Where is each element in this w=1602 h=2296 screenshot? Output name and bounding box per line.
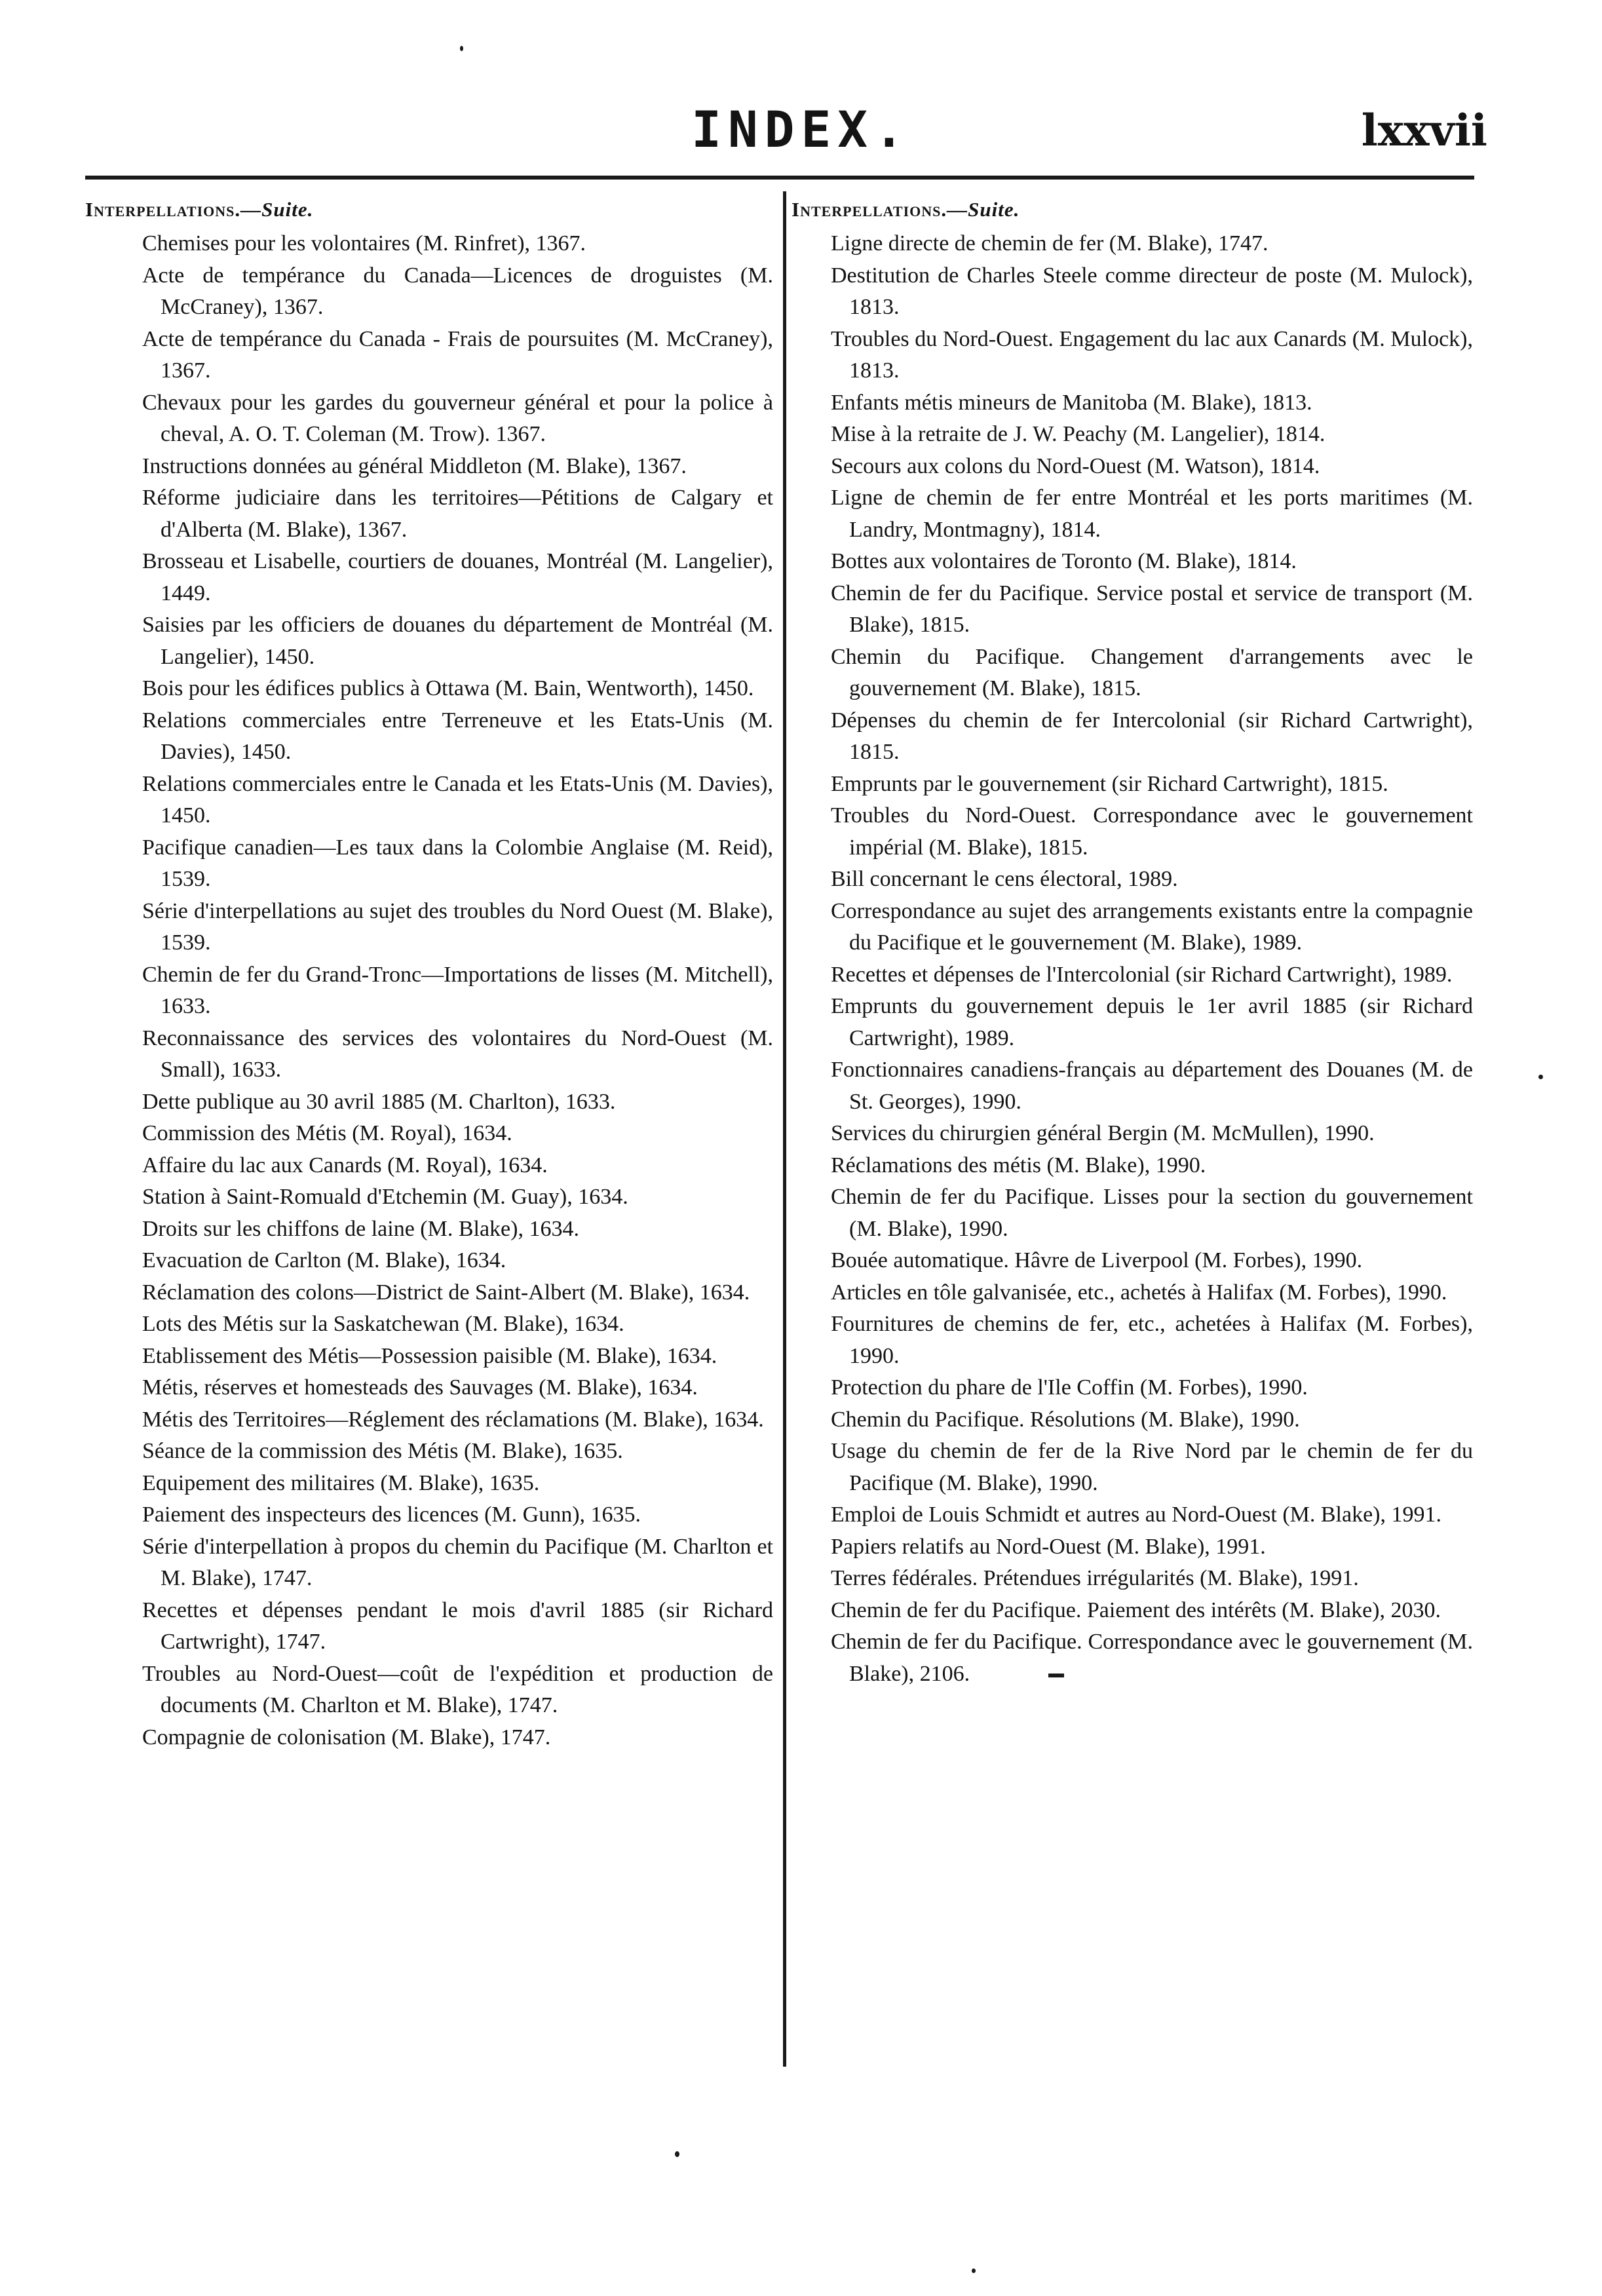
index-entry: Chemin de fer du Pacifique. Lisses pour la section du gouvernement (M. Blake), 1990. [831, 1185, 1473, 1241]
index-entry: Chevaux pour les gardes du gouverneur général et pour la police à cheval, A. O. T. Coleman (M. Trow). 1367. [142, 390, 773, 446]
index-entry: Services du chirurgien général Bergin (M. McMullen), 1990. [831, 1121, 1375, 1145]
index-entry: Série d'interpellations au sujet des troubles du Nord Ouest (M. Blake), 1539. [142, 898, 773, 955]
index-entry: Relations commerciales entre Terreneuve et les Etats-Unis (M. Davies), 1450. [142, 708, 773, 764]
index-entry: Recettes et dépenses pendant le mois d'avril 1885 (sir Richard Cartwright), 1747. [142, 1598, 773, 1654]
index-entry: Protection du phare de l'Ile Coffin (M. Forbes), 1990. [831, 1375, 1308, 1400]
index-entry: Bouée automatique. Hâvre de Liverpool (M. Forbes), 1990. [831, 1248, 1363, 1272]
index-entry: Bill concernant le cens électoral, 1989. [831, 867, 1178, 891]
left-entry-list [85, 228, 773, 1753]
page-number: lxxvii [1361, 105, 1487, 156]
index-entry: Paiement des inspecteurs des licences (M. Gunn), 1635. [142, 1502, 641, 1527]
index-entry: Emprunts du gouvernement depuis le 1er avril 1885 (sir Richard Cartwright), 1989. [831, 994, 1473, 1050]
ink-speck [675, 2151, 679, 2157]
index-entry: Evacuation de Carlton (M. Blake), 1634. [142, 1248, 506, 1272]
index-entry: Usage du chemin de fer de la Rive Nord par le chemin de fer du Pacifique (M. Blake), 1990. [831, 1439, 1473, 1495]
index-entry: Ligne de chemin de fer entre Montréal et les ports maritimes (M. Landry, Montmagny), 1814. [831, 486, 1473, 542]
index-entry: Chemin de fer du Grand-Tronc—Importations de lisses (M. Mitchell), 1633. [142, 962, 773, 1018]
index-entry: Etablissement des Métis—Possession paisible (M. Blake), 1634. [142, 1343, 717, 1368]
index-entry: Réclamation des colons—District de Saint-Albert (M. Blake), 1634. [142, 1280, 750, 1305]
index-entry: Articles en tôle galvanisée, etc., achetés à Halifax (M. Forbes), 1990. [831, 1280, 1447, 1305]
index-entry: Papiers relatifs au Nord-Ouest (M. Blake), 1991. [831, 1534, 1266, 1559]
index-entry: Pacifique canadien—Les taux dans la Colombie Anglaise (M. Reid), 1539. [142, 835, 773, 891]
section-heading-suite: —Suite. [240, 198, 314, 221]
index-entry: Acte de tempérance du Canada—Licences de droguistes (M. McCraney), 1367. [142, 263, 773, 319]
index-entry: Emprunts par le gouvernement (sir Richard Cartwright), 1815. [831, 771, 1388, 796]
index-entry: Affaire du lac aux Canards (M. Royal), 1634. [142, 1153, 548, 1177]
index-entry: Bois pour les édifices publics à Ottawa (M. Bain, Wentworth), 1450. [142, 676, 754, 700]
page-header [0, 0, 1602, 177]
section-heading [85, 194, 773, 225]
index-entry: Recettes et dépenses de l'Intercolonial (sir Richard Cartwright), 1989. [831, 962, 1453, 987]
index-entry: Troubles au Nord-Ouest—coût de l'expédition et production de documents (M. Charlton et M. Blake), 1747. [142, 1661, 773, 1717]
ink-speck [460, 46, 463, 51]
index-entry: Métis des Territoires—Réglement des réclamations (M. Blake), 1634. [142, 1407, 764, 1432]
column-divider [783, 191, 786, 2067]
index-entry: Troubles du Nord-Ouest. Engagement du lac aux Canards (M. Mulock), 1813. [831, 326, 1473, 383]
index-entry: Chemin de fer du Pacifique. Correspondance avec le gouvernement (M. Blake), 2106. [831, 1630, 1473, 1686]
index-entry: Réclamations des métis (M. Blake), 1990. [831, 1153, 1206, 1177]
index-entry: Saisies par les officiers de douanes du département de Montréal (M. Langelier), 1450. [142, 613, 773, 669]
index-entry: Enfants métis mineurs de Manitoba (M. Blake), 1813. [831, 390, 1312, 415]
index-entry: Reconnaissance des services des volontaires du Nord-Ouest (M. Small), 1633. [142, 1025, 773, 1082]
index-entry: Secours aux colons du Nord-Ouest (M. Watson), 1814. [831, 453, 1320, 478]
section-heading [791, 194, 1473, 225]
index-entry: Bottes aux volontaires de Toronto (M. Blake), 1814. [831, 549, 1297, 573]
index-entry: Métis, réserves et homesteads des Sauvages (M. Blake), 1634. [142, 1375, 698, 1400]
ink-speck [1538, 1075, 1543, 1079]
index-entry: Correspondance au sujet des arrangements existants entre la compagnie du Pacifique et le gouvernement (M. Blake), 1989. [831, 898, 1473, 955]
index-entry: Chemin du Pacifique. Résolutions (M. Blake), 1990. [831, 1407, 1300, 1432]
index-entry: Station à Saint-Romuald d'Etchemin (M. Guay), 1634. [142, 1185, 628, 1209]
index-entry: Dette publique au 30 avril 1885 (M. Charlton), 1633. [142, 1089, 616, 1114]
left-column [85, 194, 773, 1753]
index-entry: Ligne directe de chemin de fer (M. Blake), 1747. [831, 231, 1268, 256]
index-entry: Fonctionnaires canadiens-français au département des Douanes (M. de St. Georges), 1990. [831, 1058, 1473, 1114]
index-entry: Réforme judiciaire dans les territoires—Pétitions de Calgary et d'Alberta (M. Blake), 1367. [142, 486, 773, 542]
index-entry: Emploi de Louis Schmidt et autres au Nord-Ouest (M. Blake), 1991. [831, 1502, 1441, 1527]
page-title: INDEX. [691, 100, 911, 159]
index-entry: Chemises pour les volontaires (M. Rinfret), 1367. [142, 231, 586, 256]
index-entry: Mise à la retraite de J. W. Peachy (M. Langelier), 1814. [831, 422, 1325, 446]
index-entry: Equipement des militaires (M. Blake), 1635. [142, 1470, 540, 1495]
index-entry: Série d'interpellation à propos du chemin du Pacifique (M. Charlton et M. Blake), 1747. [142, 1534, 773, 1590]
index-entry: Destitution de Charles Steele comme directeur de poste (M. Mulock), 1813. [831, 263, 1473, 319]
section-heading-suite: —Suite. [947, 198, 1020, 221]
index-entry: Terres fédérales. Prétendues irrégularités (M. Blake), 1991. [831, 1566, 1359, 1590]
index-entry: Acte de tempérance du Canada - Frais de poursuites (M. McCraney), 1367. [142, 326, 773, 383]
index-entry: Chemin de fer du Pacifique. Service postal et service de transport (M. Blake), 1815. [831, 581, 1473, 637]
index-entry: Relations commerciales entre le Canada et les Etats-Unis (M. Davies), 1450. [142, 771, 773, 828]
index-entry: Chemin de fer du Pacifique. Paiement des intérêts (M. Blake), 2030. [831, 1598, 1441, 1622]
index-entry: Commission des Métis (M. Royal), 1634. [142, 1121, 512, 1145]
section-heading-label: Interpellations. [791, 198, 947, 221]
ink-speck [972, 2268, 976, 2273]
index-entry: Droits sur les chiffons de laine (M. Blake), 1634. [142, 1216, 579, 1241]
index-entry: Dépenses du chemin de fer Intercolonial (sir Richard Cartwright), 1815. [831, 708, 1473, 764]
section-heading-label: Interpellations. [85, 198, 241, 221]
index-entry: Instructions données au général Middleton (M. Blake), 1367. [142, 453, 687, 478]
end-dash [1048, 1674, 1064, 1677]
index-entry: Chemin du Pacifique. Changement d'arrangements avec le gouvernement (M. Blake), 1815. [831, 644, 1473, 700]
index-entry: Fournitures de chemins de fer, etc., achetées à Halifax (M. Forbes), 1990. [831, 1312, 1473, 1368]
index-entry: Compagnie de colonisation (M. Blake), 1747. [142, 1725, 551, 1750]
right-column [791, 194, 1473, 1690]
right-entry-list [791, 228, 1473, 1690]
index-entry: Séance de la commission des Métis (M. Blake), 1635. [142, 1439, 623, 1463]
index-entry: Troubles du Nord-Ouest. Correspondance avec le gouvernement impérial (M. Blake), 1815. [831, 803, 1473, 860]
header-rule [85, 176, 1474, 180]
index-entry: Brosseau et Lisabelle, courtiers de douanes, Montréal (M. Langelier), 1449. [142, 549, 773, 605]
index-entry: Lots des Métis sur la Saskatchewan (M. Blake), 1634. [142, 1312, 624, 1336]
